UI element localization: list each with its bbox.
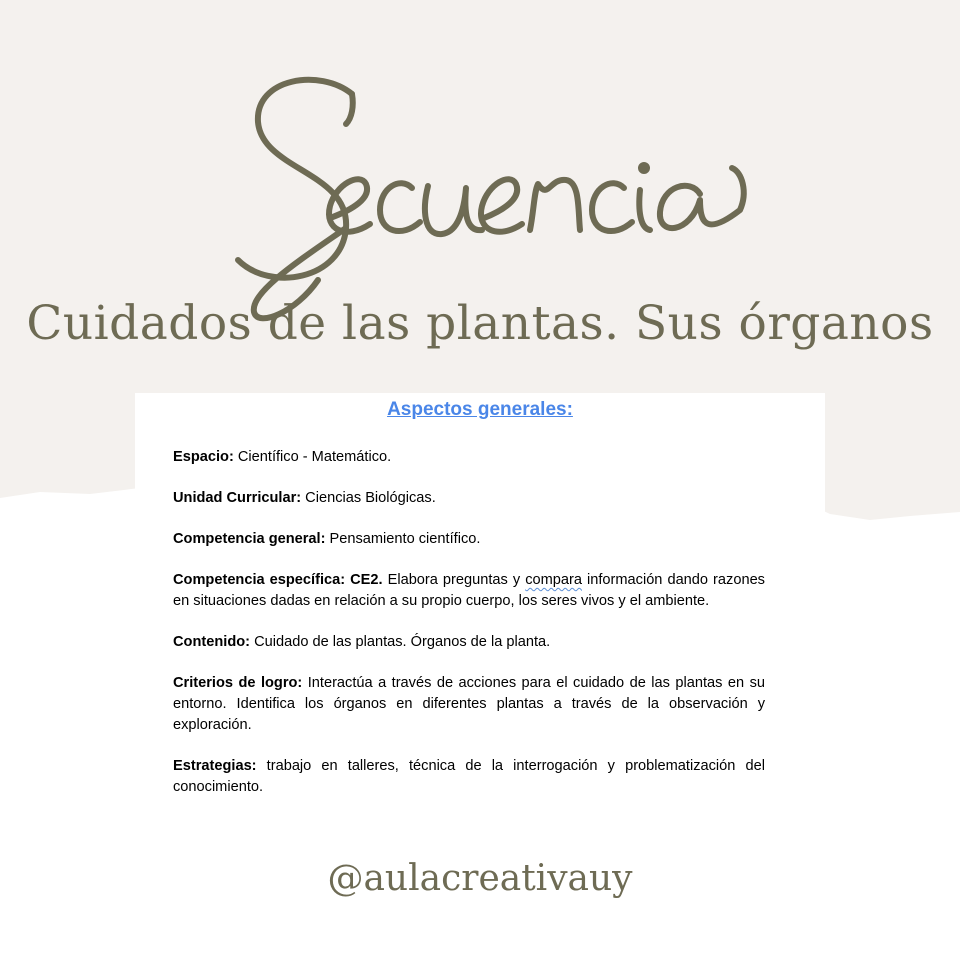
field-competencia-general [173, 529, 765, 550]
field-label: Estrategias: [173, 758, 257, 774]
field-espacio [173, 447, 765, 468]
field-contenido [173, 632, 765, 653]
field-estrategias [173, 756, 765, 798]
field-value: Cuidado de las plantas. Órganos de la planta. [250, 634, 551, 650]
field-label: Competencia general: [173, 531, 326, 547]
field-label: Criterios de logro: [173, 675, 303, 691]
field-value: Científico - Matemático. [233, 449, 392, 465]
field-label: Contenido: [173, 634, 251, 650]
field-label: Unidad Curricular: [173, 490, 302, 506]
document-heading: Aspectos generales: [387, 399, 573, 420]
script-title-secuencia [0, 60, 960, 330]
field-value: Pensamiento científico. [325, 531, 481, 547]
document-page [135, 393, 825, 845]
field-value: trabajo en talleres, técnica de la interrogación y problematización del conocimiento. [173, 758, 765, 795]
spellcheck-word: compara [525, 572, 582, 588]
field-value: Elabora preguntas y [382, 572, 526, 588]
field-criterios-de-logro [173, 673, 765, 736]
page-subtitle: Cuidados de las plantas. Sus órganos [26, 296, 934, 351]
field-label: Espacio: [173, 449, 234, 465]
field-competencia-especifica [173, 570, 765, 612]
field-unidad-curricular [173, 488, 765, 509]
field-label: Competencia específica: CE2. [173, 572, 383, 588]
field-value: información dando razones en situaciones dadas en relación a su propio cuerpo, los seres vivos y el ambiente. [173, 572, 765, 609]
social-handle: @aulacreativauy [327, 858, 633, 899]
field-value: Interactúa a través de acciones para el cuidado de las plantas en su entorno. Identifica los órganos en diferentes plantas a través de la observación y exploración. [173, 675, 765, 733]
field-value: Ciencias Biológicas. [301, 490, 436, 506]
